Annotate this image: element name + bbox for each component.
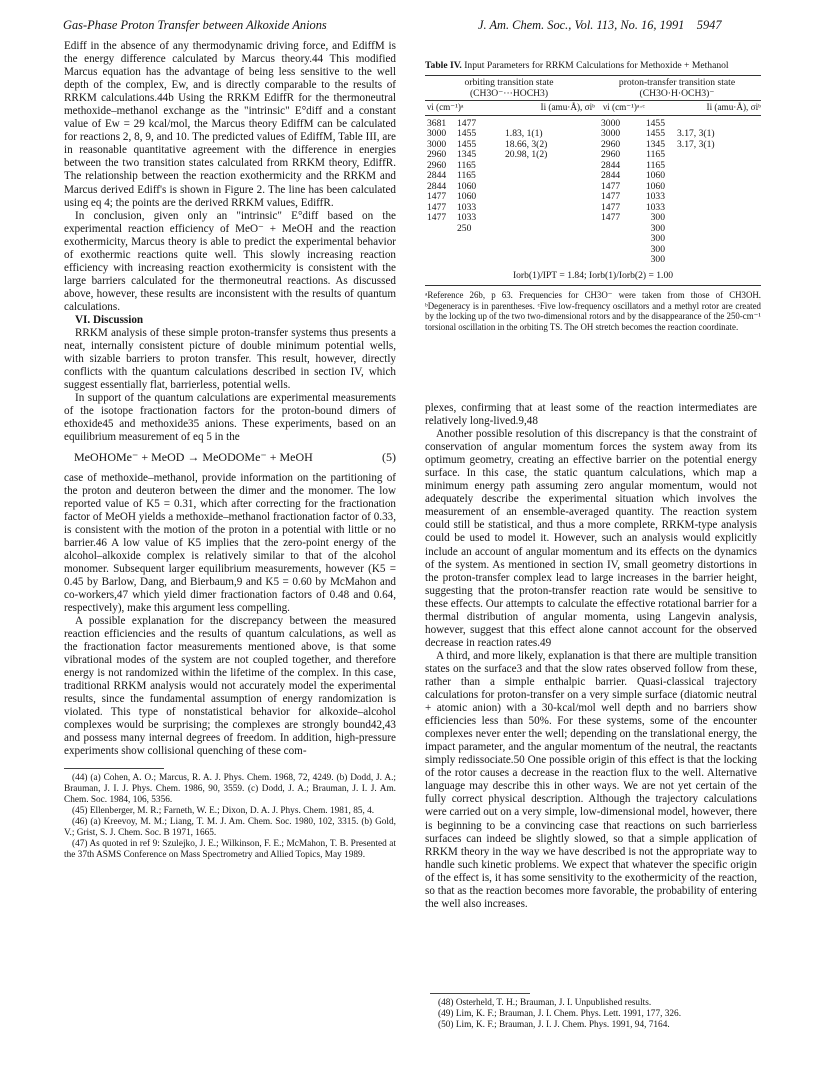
table-cell: 3000	[427, 128, 447, 139]
table-column	[677, 119, 747, 266]
equation-text: MeOHOMe⁻ + MeOD → MeODOMe⁻ + MeOH	[74, 450, 313, 465]
equation-number: (5)	[382, 450, 396, 465]
table-cell: 1165	[457, 170, 476, 181]
table-cell: 1060	[645, 170, 665, 181]
table-cell: 1165	[457, 159, 476, 171]
table-cell: 3681	[427, 117, 447, 129]
paragraph: Ediff in the absence of any thermodynamic driving force, and EdiffM is the energy difference calculated by Marcus theory.44 This modified Marcus equation has the advantage of being less sensitive to the well depth of the complex, Ew, and is directly comparable to the results of RRKM calculations.44b Using the RRKM EdiffR for the thermoneutral methoxide–methanol exchange as the "intrinsic" E°diff and a constant value of Ew = 29 kcal/mol, the Marcus theory EdiffM can be calculated for reactions 2, 8, 9, and 10. The predicted values of EdiffM, Table III, are in reasonable quantitative agreement with the difference in energies between the two transition states calculated from RRKM theory, EdiffR. The relationship between the reaction exothermicity and the RRKM and Marcus derived Ediff's is shown in Figure 2. The line has been calculated using eq 4; the points are the derived RRKM values, EdiffR.	[64, 40, 396, 209]
table-cell: 2844	[427, 170, 447, 181]
table-cell: 3000	[601, 117, 621, 129]
table-column	[501, 119, 601, 266]
left-column	[64, 40, 396, 861]
table-iv	[425, 60, 761, 332]
table-cell: 250	[457, 222, 472, 234]
table-cell: 1165	[646, 159, 665, 171]
paragraph: plexes, confirming that at least some of the reaction intermediates are relatively long-lived.9,48	[425, 402, 757, 428]
table-cell: 20.98, 1(2)	[505, 149, 548, 160]
footnote: (45) Ellenberger, M. R.; Farneth, W. E.; Dixon, D. A. J. Phys. Chem. 1981, 85, 4.	[72, 805, 375, 816]
table-cell: 1455	[457, 128, 477, 139]
table-cell: 1477	[601, 212, 621, 223]
group-header-orbiting	[425, 77, 593, 99]
table-cell: 300	[650, 243, 665, 255]
equation-5	[64, 451, 396, 464]
references-right	[430, 993, 760, 1031]
table-cell: 1477	[601, 180, 621, 192]
group-formula: (CH3O⁻···HOCH3)	[469, 88, 549, 99]
table-column	[601, 119, 633, 266]
paragraph: In support of the quantum calculations are experimental measurements of the isotope fractionation factors for the proton-bound dimers of ethoxide45 and methoxide35 anions. These experiments, based on an equilibrium measurement of eq 5 in the	[64, 392, 396, 444]
footnote: (49) Lim, K. F.; Brauman, J. I. Chem. Phys. Lett. 1991, 177, 326.	[438, 1009, 682, 1019]
table-cell: 1165	[646, 149, 665, 160]
running-header-title: Gas-Phase Proton Transfer between Alkoxide Anions	[63, 18, 327, 32]
footnote: (44) (a) Cohen, A. O.; Marcus, R. A. J. Phys. Chem. 1968, 72, 4249. (b) Dodd, J. A.; Brauman, J. I. J. Phys. Chem. 1986, 90, 3559. (c) Dodd, J. A.; Brauman, J. I. J. Am. Chem. Soc. 1984, 106, 5356.	[64, 772, 396, 805]
table-cell: 1455	[645, 117, 665, 129]
table-group-headers	[425, 76, 761, 100]
table-cell: 2960	[427, 159, 447, 171]
table-cell: 3000	[427, 138, 447, 150]
table-cell: 2960	[601, 138, 621, 150]
table-cell: 1455	[645, 128, 665, 139]
table-cell: 1060	[645, 180, 665, 192]
table-cell: 1033	[645, 201, 665, 213]
col-head-nu: νi (cm⁻¹)ᵃ·ᶜ	[603, 102, 645, 112]
footnote-rule	[64, 768, 164, 769]
right-column	[425, 402, 757, 911]
col-head-inertia: Ii (amu·Å), σiᵇ	[540, 102, 595, 112]
table-cell: 1477	[601, 201, 621, 213]
table-cell: 1033	[645, 191, 665, 202]
paragraph: A third, and more likely, explanation is that there are multiple transition states on the surface3 and that the slow rates observed follow from these, rather than a simple enthalpic barrier. Quasi-classical trajectory calculations for proton-transfer on a very simple surface (diatomic neutral + atomic anion) with a 30-kcal/mol well depth and no barriers show efficiencies less than 50%. For these systems, some of the encounter complexes never enter the well; depending on the translational energy, the impact parameter, and the angular momentum of the neutral, the reactants simply redissociate.50 One possible origin of this effect is that the locking of the rotor causes a decrease in the reaction flux to the well. Alternative language may describe this in other ways. We are not yet certain of the fully correct physical description. Although the trajectory calculations were carried out on a very simple, low-dimensional model, however, there is beginning to be a convincing case that reactions on such barrierless surfaces can indeed be slightly slowed, so that a simple application of RRKM theory in the way we have described is not the appropriate way to handle such kinetic problems. We expect that whatever the specific origin of the effect is, it has some sensitivity to the exothermicity of the reaction, so that as the reaction becomes more favorable, the probability of entering the well also increases.	[425, 649, 757, 910]
table-rule-bottom	[425, 285, 761, 286]
footnote: (47) As quoted in ref 9: Szulejko, J. E.; Wilkinson, F. E.; McMahon, T. B. Presented at the 37th ASMS Conference on Mass Spectrometry and Allied Topics, May 1989.	[64, 838, 396, 860]
table-column	[633, 119, 677, 266]
paragraph: A possible explanation for the discrepancy between the measured reaction efficiencies and the results of quantum calculations, as well as the fractionation factor measurements mentioned above, is that some vibrational modes of the system are not coupled together, and therefore energy is not randomized within the lifetime of the complex. In this case, traditional RRKM analysis would not accurately model the experimental results, since the fundamental assumption of energy randomization is violated. This type of nonstatistical behavior for alkoxide–alcohol complexes would be surprising; the complexes are strongly bound42,43 and possess many internal degrees of freedom. In addition, high-pressure experiments show collisional quenching of these com-	[64, 615, 396, 758]
table-cell: 3000	[601, 128, 621, 139]
table-cell: 1477	[427, 191, 447, 202]
table-cell: 1345	[457, 149, 477, 160]
table-ratio-line: Iorb(1)/IPT = 1.84; Iorb(1)/Iorb(2) = 1.00	[512, 269, 674, 281]
section-heading: VI. Discussion	[75, 313, 144, 326]
table-cell: 1.83, 1(1)	[505, 128, 543, 139]
paragraph: In conclusion, given only an "intrinsic" E°diff based on the experimental reaction efficiency of MeO⁻ + MeOH and the reaction exothermicity, Marcus theory is able to predict the experimental behavior of exothermic reactions quite well. This slowly increasing reaction efficiency with increasing reaction exothermicity is consistent with the large barriers calculated for the thermoneutral reactions. As discussed above, however, these results are inconsistent with the results of quantum calculations.	[64, 209, 396, 313]
table-cell: 2960	[427, 149, 447, 160]
table-column	[457, 119, 501, 266]
table-caption-text: Input Parameters for RRKM Calculations for Methoxide + Methanol	[464, 60, 729, 71]
table-footnotes: ᵃReference 26b, p 63. Frequencies for CH3O⁻ were taken from those of CH3OH. ᵇDegeneracy is in parentheses. ᶜFive low-frequency oscillators and a methyl rotor are created by the locking up of the two two-dimensional rotors and by the disappearance of the 250-cm⁻¹ torsional oscillation in the orbiting TS. The OH stretch becomes the reaction coordinate.	[425, 290, 761, 332]
table-cell: 1345	[645, 138, 665, 150]
table-cell: 1033	[457, 201, 477, 213]
table-caption	[425, 60, 761, 71]
table-cell: 300	[650, 212, 665, 223]
group-title: orbiting transition state	[464, 77, 554, 88]
table-label: Table IV.	[425, 60, 462, 71]
footnote: (50) Lim, K. F.; Brauman, J. I. J. Chem. Phys. 1991, 94, 7164.	[438, 1020, 670, 1030]
paragraph: RRKM analysis of these simple proton-transfer systems thus presents a neat, internally consistent picture of double minimum potential wells, with sizable barriers to proton transfer. This result, however, directly conflicts with the quantum calculations described in section IV, which suggest essentially flat, barrierless, potential wells.	[64, 327, 396, 392]
table-cell: 2844	[601, 170, 621, 181]
table-column-headers	[425, 101, 761, 115]
footnote: (46) (a) Kreevoy, M. M.; Liang, T. M. J. Am. Chem. Soc. 1980, 102, 3315. (b) Gold, V.; Grist, S. J. Chem. Soc. B 1971, 1665.	[64, 816, 396, 838]
table-cell: 2844	[427, 180, 447, 192]
footnote: (48) Osterheld, T. H.; Brauman, J. I. Unpublished results.	[438, 998, 652, 1008]
table-cell: 2844	[601, 159, 621, 171]
paragraph: case of methoxide–methanol, provide information on the partitioning of the proton and deuteron between the dimer and the monomer. The low reported value of K5 = 0.31, which after correcting for the fractionation factor of MeOH yields a methoxide–methanol fractionation factor of 0.33, is consistent with the motion of the proton in a potential with little or no barrier.46 A low value of K5 implies that the zero-point energy of the alcohol–alkoxide complex is relatively similar to that of the alcohol monomer. Subsequent larger equilibrium measurements, however (K5 = 0.45 by Barlow, Dang, and Bierbaum,9 and K5 = 0.60 by McMahon and co-workers,47 which yield dimer fractionation factors of 0.48 and 0.64, respectively), make this argument less compelling.	[64, 471, 396, 614]
table-cell: 300	[650, 254, 665, 265]
group-header-proton-transfer	[593, 77, 761, 99]
table-cell: 3.17, 3(1)	[677, 138, 715, 150]
table-cell: 1060	[457, 180, 477, 192]
table-cell: 300	[650, 233, 665, 244]
table-cell: 1033	[457, 212, 477, 223]
table-cell: 1455	[457, 138, 477, 150]
table-cell: 1477	[457, 117, 477, 129]
paragraph: Another possible resolution of this discrepancy is that the constraint of conservation of angular momentum forces the system away from its optimum geometry, creating an effective barrier on the potential energy surface. In this case, the static quantum calculations, which map a minimum energy path assuming zero angular momentum, would not adequately describe the experimental situation which involves the measurement of an ensemble-averaged quantity. The reaction system could still be statistical, and thus a more complete, RRKM-type analysis could be used to model it. However, such an analysis would explicitly include an account of angular momentum and its effects on the dynamics of the system. As mentioned in section IV, small geometry distortions in the proton-transfer complex lead to large increases in the barrier height, suggesting that the proton-transfer reaction rate would be sensitive to these effects. Our attempts to calculate the effective rotational barrier for a thermal distribution of angular momenta, using Langevin analysis, however, suggest that this effect alone cannot account for the observed decrease in reaction rates.49	[425, 428, 757, 649]
table-cell: 300	[650, 222, 665, 234]
table-cell: 1060	[457, 191, 477, 202]
group-formula: (CH3O·H·OCH3)⁻	[639, 88, 715, 99]
table-cell: 1477	[427, 212, 447, 223]
running-header-journal: J. Am. Chem. Soc., Vol. 113, No. 16, 1991 5947	[478, 18, 722, 32]
table-body	[425, 116, 761, 268]
group-title: proton-transfer transition state	[618, 77, 736, 88]
table-cell: 1477	[601, 191, 621, 202]
table-cell: 18.66, 3(2)	[505, 138, 548, 150]
table-cell: 3.17, 3(1)	[677, 128, 715, 139]
col-head-inertia: Ii (amu·Å), σiᵇ	[706, 102, 761, 112]
footnote-rule	[430, 993, 530, 994]
table-column	[425, 119, 457, 266]
table-cell: 1477	[427, 201, 447, 213]
table-cell: 2960	[601, 149, 621, 160]
col-head-nu: νi (cm⁻¹)ᵃ	[427, 102, 464, 112]
